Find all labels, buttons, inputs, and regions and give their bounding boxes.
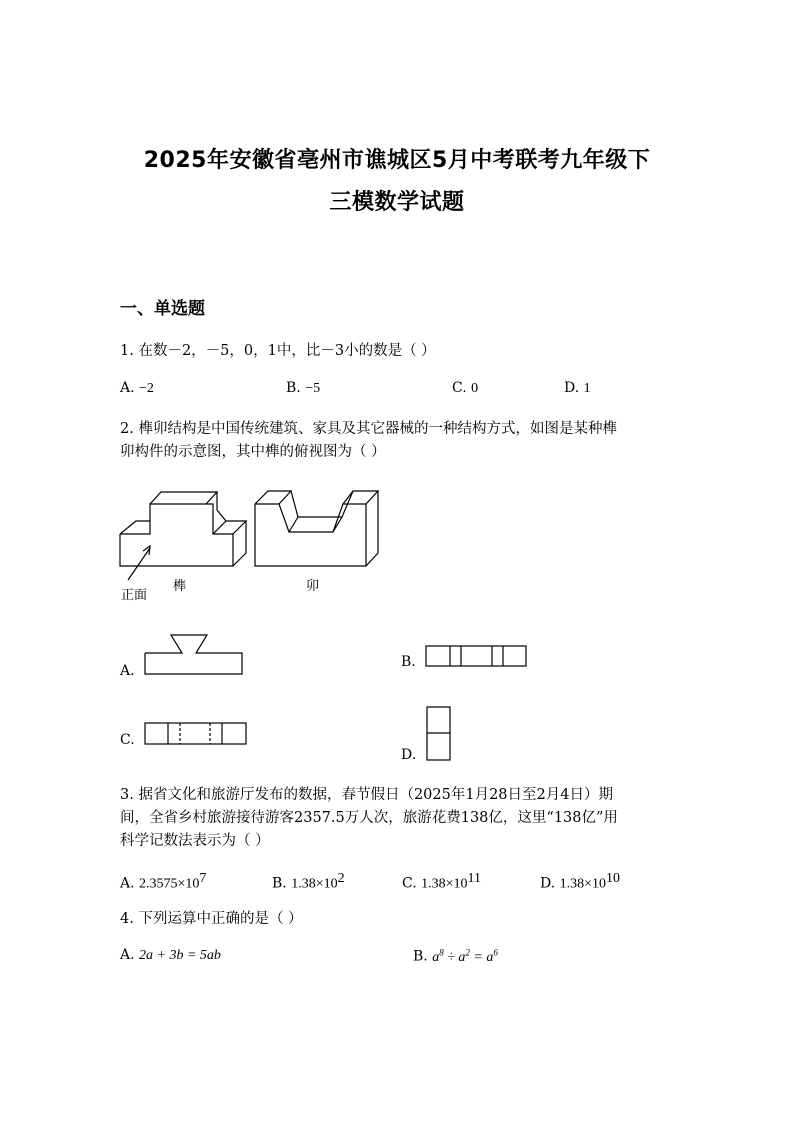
q4-option-a: A. 2a + 3b = 5ab bbox=[120, 947, 221, 963]
q1-option-a: A. −2 bbox=[120, 380, 154, 396]
question-3-line1: 3. 据省文化和旅游厅发布的数据，春节假日（2025年1月28日至2月4日）期 bbox=[120, 787, 613, 803]
q2-option-b-label: B. bbox=[401, 654, 416, 670]
q2-option-a-label: A. bbox=[120, 663, 135, 679]
q3-option-b: B. $1.38\times 10^2$ bbox=[272, 871, 345, 892]
q2-option-d-label: D. bbox=[401, 747, 417, 763]
question-3-line2: 间，全省乡村旅游接待游客2357.5万人次，旅游花费138亿，这里“138亿”用 bbox=[120, 810, 618, 826]
q1-option-c: C. 0 bbox=[452, 380, 479, 396]
question-2-line1: 2. 榫卯结构是中国传统建筑、家具及其它器械的一种结构方式，如图是某种榫 bbox=[120, 421, 617, 437]
q1-option-b: B. −5 bbox=[286, 380, 321, 396]
q3-option-a: A. $2.3575\times 10^7$ bbox=[120, 871, 207, 892]
q2-option-c-label: C. bbox=[120, 732, 135, 748]
label-front: 正面 bbox=[121, 588, 148, 603]
q1-option-d: D. 1 bbox=[564, 380, 591, 396]
label-tenon: 榫 bbox=[173, 579, 187, 594]
page-subtitle: 三模数学试题 bbox=[329, 190, 465, 215]
q3-option-d: D. $1.38\times 10^{10}$ bbox=[540, 871, 621, 892]
question-4-text: 4. 下列运算中正确的是（ ） bbox=[120, 911, 303, 927]
page-title: 2025年安徽省亳州市谯城区5月中考联考九年级下 bbox=[143, 148, 651, 173]
q4-option-b: B. $a^8 \div a^2 = a^6$ bbox=[413, 947, 498, 965]
question-1-text: 1. 在数－2，－5，0，1中，比－3小的数是（ ） bbox=[120, 343, 436, 359]
section-heading: 一、单选题 bbox=[120, 299, 205, 319]
label-mortise: 卯 bbox=[306, 579, 320, 594]
question-3-line3: 科学记数法表示为（ ） bbox=[120, 833, 270, 849]
question-2-line2: 卯构件的示意图，其中榫的俯视图为（ ） bbox=[120, 444, 386, 460]
q3-option-c: C. $1.38\times 10^{11}$ bbox=[402, 871, 482, 892]
